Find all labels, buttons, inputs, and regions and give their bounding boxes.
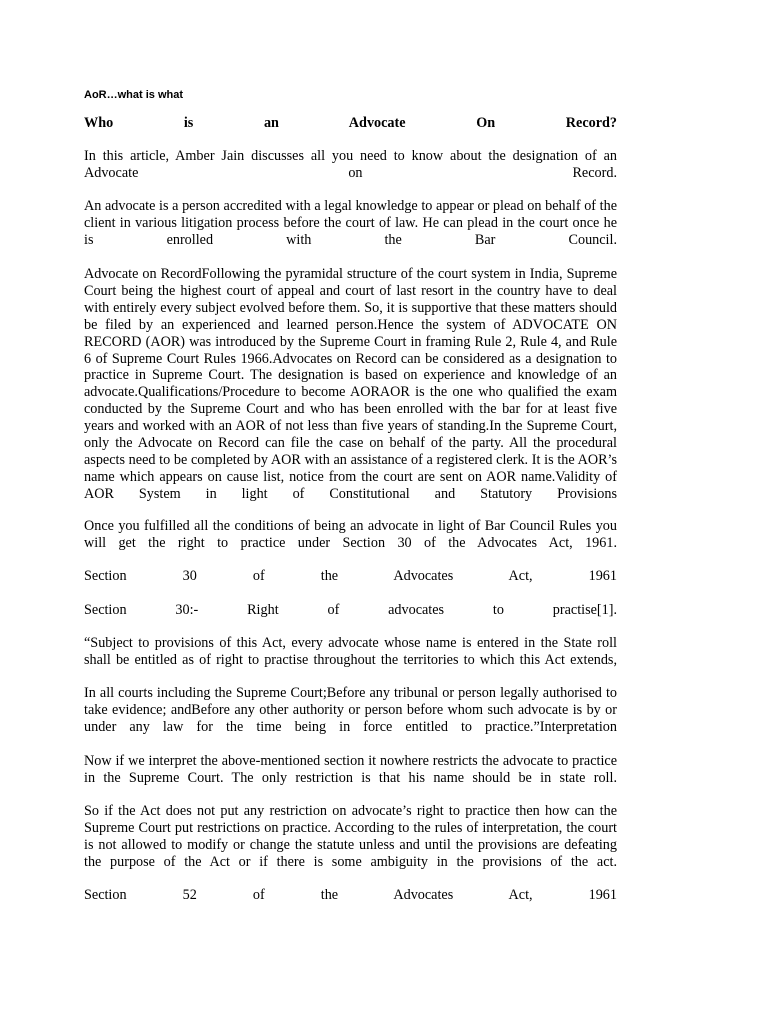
paragraph-intro: In this article, Amber Jain discusses all you need to know about the designation of an Advocate on Record.	[84, 148, 617, 181]
section-30-heading: Section 30 of the Advocates Act, 1961	[84, 568, 617, 584]
paragraph-right-to-practice: Once you fulfilled all the conditions of being an advocate in light of Bar Council Rules you will get the right to practice under Section 30 of the Advocates Act, 1961.	[84, 518, 617, 551]
paragraph-advocate-definition: An advocate is a person accredited with a legal knowledge to appear or plead on behalf of the client in various litigation process before the court of law. He can plead in the court once he is enrolled with the Bar Council.	[84, 198, 617, 248]
section-52-heading: Section 52 of the Advocates Act, 1961	[84, 887, 617, 903]
section-30-title: Section 30:- Right of advocates to practise[1].	[84, 602, 617, 618]
paragraph-restrictions: So if the Act does not put any restriction on advocate’s right to practice then how can the Supreme Court put restrictions on practice. According to the rules of interpretation, the court is not allowed to modify or change the statute unless and until the provisions are defeating the purpose of the Act or if there is some ambiguity in the provisions of the act.	[84, 803, 617, 870]
article-heading: Who is an Advocate On Record?	[84, 115, 617, 131]
section-30-quote: “Subject to provisions of this Act, every advocate whose name is entered in the State roll shall be entitled as of right to practise throughout the territories to which this Act extends,	[84, 635, 617, 668]
section-30-courts: In all courts including the Supreme Court;Before any tribunal or person legally authorised to take evidence; andBefore any other authority or person before whom such advocate is by or under any law for the time being in force entitled to practice.”Interpretation	[84, 685, 617, 735]
paragraph-interpretation: Now if we interpret the above-mentioned section it nowhere restricts the advocate to practice in the Supreme Court. The only restriction is that his name should be in state roll.	[84, 753, 617, 786]
paragraph-aor-system: Advocate on RecordFollowing the pyramidal structure of the court system in India, Supreme Court being the highest court of appeal and court of last resort in the country have to deal with entirely every subject evolved before them. So, it is supportive that these matters should be filed by an experienced and learned person.Hence the system of ADVOCATE ON RECORD (AOR) was introduced by the Supreme Court in framing Rule 2, Rule 4, and Rule 6 of Supreme Court Rules 1966.Advocates on Record can be considered as a designation to practice in Supreme Court. The designation is based on experience and knowledge of an advocate.Qualifications/Procedure to become AORAOR is the one who qualified the exam conducted by the Supreme Court and who has been enrolled with the bar for at least five years and worked with an AOR of not less than five years of standing.In the Supreme Court, only the Advocate on Record can file the case on behalf of the party. All the procedural aspects need to be completed by AOR with an assistance of a registered clerk. It is the AOR’s name which appears on cause list, notice from the court are sent on AOR name.Validity of AOR System in light of Constitutional and Statutory Provisions	[84, 266, 617, 502]
document-label: AoR…what is what	[84, 89, 184, 101]
